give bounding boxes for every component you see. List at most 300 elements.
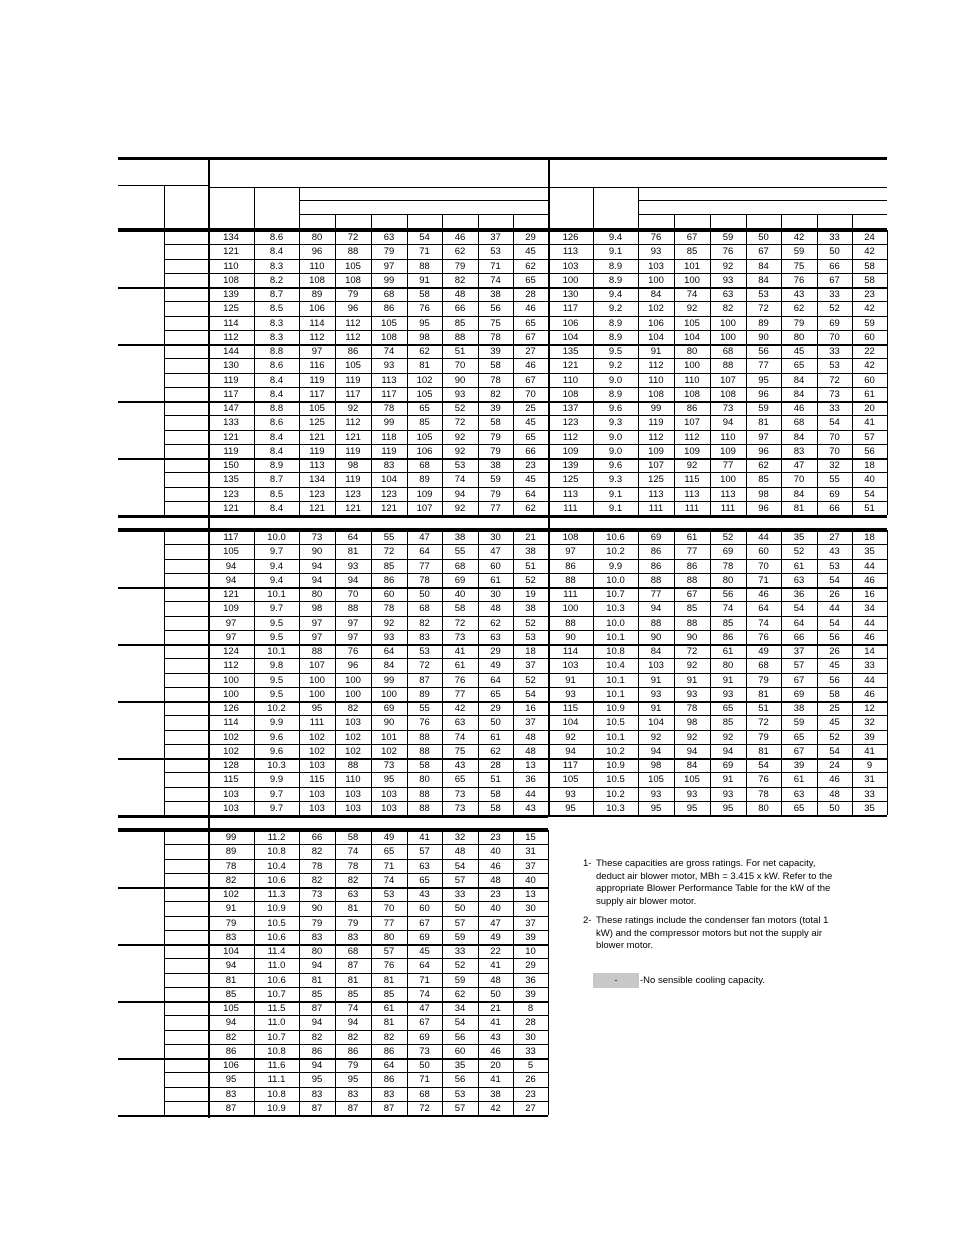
table-cell: 103: [309, 788, 325, 800]
table-cell: 94: [311, 960, 323, 972]
table-cell: 33: [454, 946, 466, 957]
table-cell: 53: [829, 560, 840, 572]
table-cell: 11.0: [267, 1017, 286, 1029]
table-cell: 95: [225, 1074, 237, 1086]
table-cell: 96: [347, 303, 359, 315]
table-cell: 79: [758, 674, 769, 686]
table-cell: 92: [686, 660, 698, 672]
table-cell: 86: [686, 403, 698, 414]
table-cell: 46: [864, 574, 875, 586]
table-cell: 99: [225, 832, 237, 843]
table-cell: 41: [490, 1074, 501, 1086]
table-cell: 92: [650, 731, 662, 743]
rule-line: [852, 214, 853, 228]
table-cell: 5: [527, 1060, 534, 1071]
table-cell: 80: [686, 346, 698, 357]
table-cell: 121: [223, 589, 239, 600]
table-cell: 81: [419, 360, 430, 372]
table-cell: 41: [490, 960, 501, 972]
table-cell: 105: [223, 1003, 239, 1014]
table-cell: 98: [650, 760, 662, 771]
table-cell: 99: [383, 417, 395, 429]
table-cell: 10.3: [267, 760, 286, 771]
table-cell: 50: [758, 232, 769, 243]
table-cell: 74: [383, 346, 395, 357]
table-cell: 28: [525, 289, 536, 300]
table-cell: 93: [347, 560, 359, 572]
table-cell: 117: [562, 303, 579, 315]
table-cell: 115: [223, 774, 239, 786]
table-cell: 61: [864, 388, 875, 400]
table-cell: 82: [347, 703, 359, 714]
table-cell: 80: [311, 946, 323, 957]
table-cell: 74: [454, 474, 466, 486]
table-cell: 70: [525, 388, 536, 400]
table-cell: 103: [309, 802, 325, 814]
table-cell: 8.9: [608, 331, 623, 343]
table-cell: 37: [490, 232, 501, 243]
table-cell: 58: [347, 832, 359, 843]
table-cell: 98: [686, 717, 698, 729]
table-cell: 90: [383, 717, 395, 729]
table-cell: 100: [345, 674, 361, 686]
table-cell: 45: [525, 474, 536, 486]
table-cell: 36: [525, 774, 536, 786]
table-cell: 79: [347, 1060, 359, 1071]
table-cell: 65: [383, 846, 395, 858]
table-cell: 112: [345, 417, 361, 429]
rule-line: [887, 230, 888, 515]
table-cell: 76: [758, 774, 769, 786]
table-cell: 80: [383, 931, 395, 943]
table-cell: 109: [720, 445, 736, 457]
table-cell: 103: [381, 788, 397, 800]
table-cell: 108: [720, 388, 736, 400]
table-cell: 63: [419, 860, 430, 872]
table-cell: 51: [758, 703, 769, 714]
table-cell: 9.5: [269, 617, 284, 629]
table-cell: 80: [722, 660, 734, 672]
table-cell: 87: [419, 674, 430, 686]
table-cell: 26: [829, 646, 840, 657]
table-cell: 100: [562, 274, 579, 286]
table-cell: 36: [793, 589, 805, 600]
rule-line: [548, 830, 549, 1115]
table-cell: 119: [345, 374, 361, 386]
table-cell: 97: [225, 631, 237, 643]
table-cell: 85: [383, 560, 395, 572]
table-cell: 94: [225, 560, 237, 572]
rule-line: [548, 187, 887, 188]
table-cell: 100: [720, 331, 736, 343]
table-cell: 44: [864, 617, 875, 629]
table-cell: 74: [722, 603, 734, 615]
table-cell: 69: [454, 574, 466, 586]
table-cell: 46: [454, 232, 466, 243]
table-cell: 111: [563, 589, 578, 600]
table-cell: 49: [490, 660, 501, 672]
table-cell: 22: [864, 346, 875, 357]
table-cell: 94: [311, 1060, 323, 1071]
table-cell: 9.9: [269, 774, 284, 786]
table-cell: 11.6: [267, 1060, 286, 1071]
table-cell: 103: [381, 802, 397, 814]
table-cell: 32: [454, 832, 466, 843]
table-cell: 112: [345, 331, 361, 343]
table-cell: 40: [490, 903, 501, 915]
table-cell: 86: [225, 1045, 237, 1057]
table-cell: 112: [223, 331, 239, 343]
table-cell: 100: [648, 274, 664, 286]
table-cell: 63: [347, 889, 359, 900]
table-cell: 56: [829, 674, 840, 686]
table-cell: 83: [311, 1088, 323, 1100]
table-cell: 93: [383, 631, 395, 643]
table-cell: 93: [722, 788, 734, 800]
table-cell: 8.4: [269, 431, 284, 443]
table-cell: 62: [490, 745, 501, 757]
table-cell: 67: [793, 674, 805, 686]
table-cell: 86: [383, 574, 395, 586]
table-cell: 53: [525, 631, 536, 643]
table-cell: 103: [345, 788, 361, 800]
table-cell: 108: [381, 331, 397, 343]
table-cell: 134: [309, 474, 325, 486]
table-cell: 105: [309, 403, 325, 414]
table-cell: 85: [311, 988, 323, 1000]
table-cell: 46: [793, 403, 805, 414]
table-cell: 115: [309, 774, 325, 786]
table-cell: 8.3: [269, 331, 284, 343]
table-cell: 93: [686, 688, 698, 700]
table-cell: 9.1: [608, 246, 623, 258]
table-cell: 108: [309, 274, 325, 286]
table-cell: 8.7: [269, 289, 284, 300]
table-cell: 38: [454, 532, 466, 543]
table-cell: 10.3: [606, 802, 625, 814]
table-cell: 119: [648, 417, 664, 429]
table-cell: 11.2: [267, 832, 286, 843]
table-cell: 62: [525, 260, 536, 272]
table-cell: 39: [525, 931, 536, 943]
table-cell: 84: [793, 388, 805, 400]
table-cell: 57: [454, 874, 466, 886]
table-cell: 68: [383, 289, 395, 300]
table-cell: 20: [490, 1060, 501, 1071]
rule-line: [513, 214, 514, 228]
table-cell: 92: [565, 731, 576, 743]
table-cell: 51: [490, 774, 501, 786]
table-cell: 33: [829, 403, 840, 414]
table-cell: 45: [829, 660, 840, 672]
table-cell: 101: [381, 731, 397, 743]
table-cell: 105: [223, 546, 239, 558]
table-cell: 9.4: [608, 289, 623, 300]
table-cell: 65: [722, 703, 734, 714]
table-cell: 95: [565, 802, 576, 814]
table-cell: 29: [525, 232, 536, 243]
table-cell: 53: [454, 460, 466, 471]
table-cell: 67: [525, 331, 536, 343]
table-cell: 102: [223, 731, 239, 743]
table-cell: 9.5: [269, 688, 284, 700]
table-cell: 56: [454, 1074, 466, 1086]
table-cell: 88: [419, 745, 430, 757]
table-cell: 57: [454, 1102, 466, 1114]
table-cell: 51: [864, 502, 875, 514]
table-cell: 78: [758, 788, 769, 800]
table-cell: 44: [864, 560, 875, 572]
table-cell: 111: [309, 717, 325, 729]
table-cell: 67: [686, 589, 698, 600]
table-cell: 9.6: [269, 731, 284, 743]
table-cell: 46: [525, 360, 536, 372]
table-cell: 105: [416, 431, 433, 443]
table-cell: 8.4: [269, 445, 284, 457]
table-cell: 79: [311, 917, 323, 929]
table-cell: 34: [454, 1003, 466, 1014]
table-cell: 62: [454, 988, 466, 1000]
table-cell: 48: [454, 846, 466, 858]
table-cell: 109: [684, 445, 700, 457]
table-cell: 70: [829, 331, 840, 343]
table-cell: 121: [309, 502, 325, 514]
table-cell: 79: [490, 488, 501, 500]
table-cell: 92: [454, 431, 466, 443]
table-cell: 72: [758, 717, 769, 729]
table-cell: 112: [648, 431, 664, 443]
table-cell: 101: [684, 260, 700, 272]
table-cell: 33: [454, 889, 466, 900]
table-cell: 95: [419, 317, 430, 329]
table-cell: 84: [793, 374, 805, 386]
table-cell: 66: [829, 260, 840, 272]
table-cell: 38: [490, 1088, 501, 1100]
table-cell: 77: [383, 917, 395, 929]
table-cell: 12: [864, 703, 875, 714]
table-cell: 69: [650, 532, 662, 543]
table-cell: 74: [383, 874, 395, 886]
table-cell: 94: [225, 574, 237, 586]
table-cell: 102: [416, 374, 433, 386]
table-cell: 90: [565, 631, 576, 643]
table-cell: 46: [490, 1045, 501, 1057]
table-cell: 92: [383, 617, 395, 629]
table-cell: 73: [454, 802, 466, 814]
table-cell: 64: [793, 617, 805, 629]
table-cell: 91: [722, 674, 734, 686]
table-cell: 91: [650, 346, 662, 357]
table-cell: 108: [223, 274, 239, 286]
table-cell: 65: [793, 731, 805, 743]
table-cell: 66: [829, 502, 840, 514]
table-cell: 88: [565, 617, 576, 629]
table-cell: 42: [864, 360, 875, 372]
table-cell: 42: [864, 303, 875, 315]
table-cell: 9.0: [608, 431, 623, 443]
table-cell: 48: [490, 974, 501, 986]
table-cell: 105: [345, 260, 361, 272]
table-cell: 92: [686, 460, 698, 471]
table-cell: 8.8: [269, 346, 284, 357]
rule-line: [478, 214, 479, 228]
table-cell: 53: [758, 289, 769, 300]
table-cell: 87: [311, 1003, 323, 1014]
table-cell: 104: [648, 331, 664, 343]
table-cell: 90: [311, 546, 323, 558]
table-cell: 105: [381, 317, 397, 329]
table-cell: 41: [490, 1017, 501, 1029]
table-cell: 93: [650, 246, 662, 258]
table-cell: 94: [225, 960, 237, 972]
table-cell: 40: [454, 589, 466, 600]
note-2: [583, 915, 845, 955]
table-cell: 102: [648, 303, 664, 315]
table-cell: 126: [562, 232, 579, 243]
table-cell: 56: [454, 1031, 466, 1043]
table-cell: 53: [490, 246, 501, 258]
table-cell: 125: [648, 474, 664, 486]
table-cell: 103: [648, 660, 664, 672]
table-cell: 63: [793, 574, 805, 586]
table-cell: 60: [864, 331, 875, 343]
table-cell: 65: [419, 874, 430, 886]
table-cell: 13: [525, 889, 536, 900]
table-cell: 60: [454, 1045, 466, 1057]
table-cell: 72: [419, 660, 430, 672]
table-cell: 57: [419, 846, 430, 858]
table-cell: 8.9: [608, 260, 623, 272]
table-cell: 32: [864, 717, 875, 729]
table-cell: 8.3: [269, 260, 284, 272]
table-cell: 85: [454, 317, 466, 329]
table-cell: 100: [720, 474, 736, 486]
table-cell: 93: [454, 388, 466, 400]
table-cell: 90: [454, 374, 466, 386]
table-cell: 55: [454, 546, 466, 558]
table-cell: 10: [525, 946, 536, 957]
table-cell: 50: [490, 988, 501, 1000]
table-cell: 55: [383, 532, 395, 543]
table-cell: 28: [525, 1017, 536, 1029]
table-cell: 69: [383, 703, 395, 714]
table-cell: 134: [223, 232, 239, 243]
rule-line: [208, 816, 548, 818]
table-cell: 86: [347, 346, 359, 357]
table-cell: 45: [793, 346, 805, 357]
table-cell: 111: [563, 502, 578, 514]
table-cell: 73: [419, 1045, 430, 1057]
table-cell: 124: [223, 646, 239, 657]
table-cell: 73: [722, 403, 734, 414]
table-cell: 72: [454, 617, 466, 629]
table-cell: 9.7: [269, 802, 284, 814]
table-cell: 57: [383, 946, 395, 957]
table-cell: 75: [793, 260, 805, 272]
table-cell: 67: [758, 246, 769, 258]
table-cell: 109: [648, 445, 664, 457]
table-cell: 93: [650, 788, 662, 800]
table-cell: 88: [650, 574, 662, 586]
note-1: [583, 858, 845, 910]
table-cell: 95: [383, 774, 395, 786]
table-cell: 23: [490, 832, 501, 843]
table-cell: 117: [309, 388, 325, 400]
table-cell: 94: [565, 745, 576, 757]
table-cell: 97: [311, 346, 323, 357]
table-cell: 64: [383, 646, 395, 657]
table-cell: 93: [722, 688, 734, 700]
table-cell: 73: [311, 532, 323, 543]
table-cell: 38: [490, 460, 501, 471]
table-cell: 30: [525, 1031, 536, 1043]
table-cell: 94: [311, 560, 323, 572]
table-cell: 94: [686, 745, 698, 757]
table-cell: 54: [454, 1017, 466, 1029]
table-cell: 50: [490, 717, 501, 729]
table-cell: 102: [223, 745, 239, 757]
table-cell: 88: [722, 360, 734, 372]
table-cell: 72: [758, 303, 769, 315]
table-cell: 115: [684, 474, 700, 486]
table-cell: 82: [454, 274, 466, 286]
table-cell: 86: [383, 1074, 395, 1086]
table-cell: 40: [864, 474, 875, 486]
note-text: These capacities are gross ratings. For net capacity, deduct air blower motor, MBh = 3.415 x kW. Refer to the appropriate Blower Performance Table for the kW of the supply air blower motor.: [596, 858, 833, 907]
table-cell: 33: [829, 289, 840, 300]
table-cell: 85: [225, 988, 237, 1000]
table-cell: 85: [686, 246, 698, 258]
table-cell: 92: [722, 731, 734, 743]
table-cell: 112: [648, 360, 664, 372]
table-cell: 62: [793, 303, 805, 315]
table-cell: 83: [347, 1088, 359, 1100]
table-cell: 70: [347, 589, 359, 600]
table-cell: 61: [793, 560, 805, 572]
table-cell: 64: [490, 674, 501, 686]
table-cell: 117: [381, 388, 397, 400]
table-cell: 78: [722, 560, 734, 572]
table-cell: 11.4: [267, 946, 286, 957]
table-cell: 63: [793, 788, 805, 800]
table-cell: 63: [490, 631, 501, 643]
table-cell: 52: [454, 960, 466, 972]
legend-swatch: -: [593, 973, 639, 988]
table-cell: 94: [311, 1017, 323, 1029]
table-cell: 82: [311, 846, 323, 858]
table-cell: 44: [864, 674, 875, 686]
table-cell: 63: [454, 717, 466, 729]
table-cell: 10.1: [606, 631, 625, 643]
table-cell: 123: [309, 488, 325, 500]
table-cell: 10.0: [606, 617, 625, 629]
table-cell: 83: [419, 631, 430, 643]
table-cell: 88: [454, 331, 466, 343]
table-cell: 92: [686, 731, 698, 743]
table-cell: 21: [490, 1003, 501, 1014]
table-cell: 77: [419, 560, 430, 572]
table-cell: 97: [347, 631, 359, 643]
table-cell: 25: [525, 403, 536, 414]
table-cell: 8.6: [269, 360, 284, 372]
table-cell: 27: [525, 1102, 536, 1114]
rule-line: [118, 516, 887, 518]
table-cell: 100: [309, 688, 325, 700]
table-cell: 23: [525, 460, 536, 471]
table-cell: 99: [383, 274, 395, 286]
table-cell: 80: [758, 802, 769, 814]
table-cell: 125: [562, 474, 579, 486]
